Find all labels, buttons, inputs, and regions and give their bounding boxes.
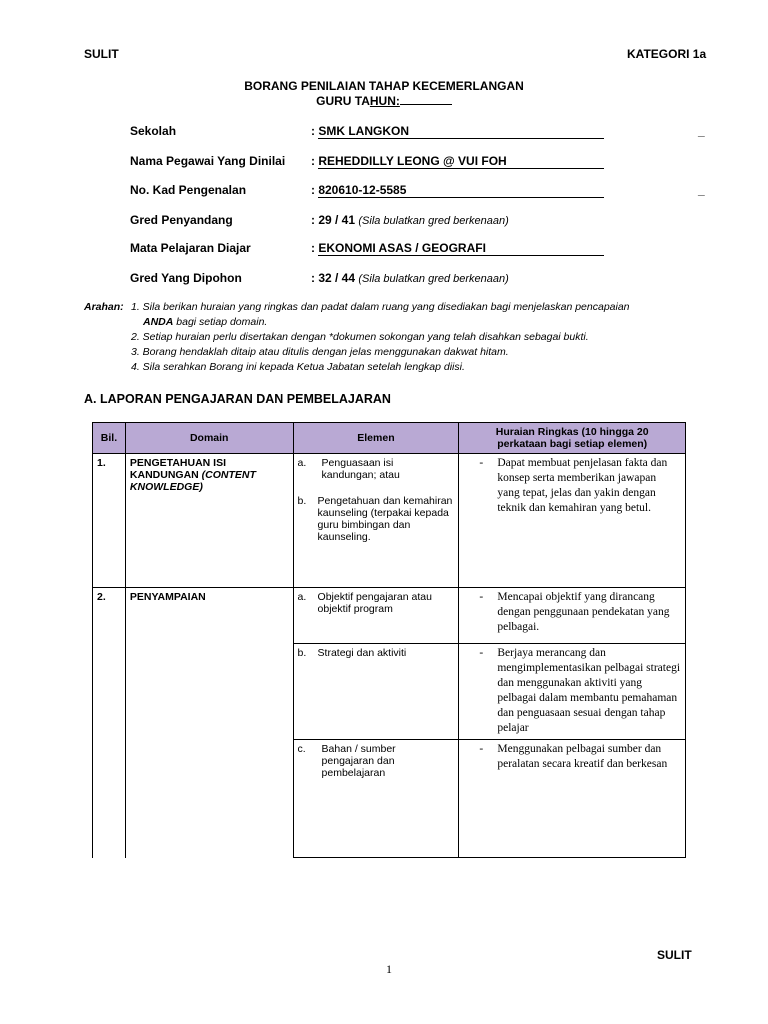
header-sulit: SULIT — [84, 47, 119, 61]
section-title: A. LAPORAN PENGAJARAN DAN PEMBELAJARAN — [84, 392, 391, 406]
arahan-line-2: 2. Setiap huraian perlu disertakan dengan *dokumen sokongan yang telah disahkan sebagai bukti. — [131, 331, 589, 343]
field-value-gred-dipohon[interactable] — [311, 271, 509, 285]
field-label-mata-pelajaran: Mata Pelajaran Diajar — [130, 241, 251, 255]
year-blank[interactable] — [400, 93, 452, 105]
field-label-gred-penyandang: Gred Penyandang — [130, 213, 233, 227]
field-underline-mata-pelajaran — [318, 255, 604, 256]
row2-elemen-c — [293, 740, 459, 858]
row1-elemen-b — [298, 495, 455, 543]
row2c-huraian-cell[interactable] — [459, 740, 686, 858]
arahan-line-3: 3. Borang hendaklah ditaip atau ditulis dengan jelas menggunakan dakwat hitam. — [131, 346, 509, 358]
gred-dipohon-note: (Sila bulatkan gred berkenaan) — [358, 273, 509, 285]
row2-bil: 2. — [93, 588, 126, 858]
header-kategori: KATEGORI 1a — [627, 47, 707, 61]
row1-domain-italic: (CONTENT KNOWLEDGE) — [129, 469, 256, 493]
table-row — [93, 588, 686, 644]
field-value-mata-pelajaran[interactable]: : EKONOMI ASAS / GEOGRAFI — [311, 241, 486, 255]
row1-huraian — [459, 456, 681, 516]
row1-dash: - — [479, 457, 484, 469]
field-label-sekolah: Sekolah — [130, 124, 177, 138]
row2c-huraian-text: Menggunakan pelbagai sumber dan peralatan secara kreatif dan berkesan — [497, 743, 668, 770]
field-label-nama: Nama Pegawai Yang Dinilai — [130, 154, 286, 168]
arahan-line-1: 1. Sila berikan huraian yang ringkas dan padat dalam ruang yang disediakan bagi menjelaskan pencapaian — [131, 301, 630, 313]
arahan-line-1b — [143, 315, 267, 330]
row2b-dash: - — [479, 647, 484, 659]
row2c-huraian — [459, 742, 681, 772]
row2a-huraian-cell[interactable] — [459, 588, 686, 644]
field-value-gred-penyandang[interactable] — [311, 213, 509, 227]
form-title-year-prefix: GURU TA — [316, 94, 370, 108]
row2-domain: PENYAMPAIAN — [125, 588, 293, 858]
row2-elemen-c-item — [298, 743, 455, 779]
header-huraian: Huraian Ringkas (10 hingga 20 perkataan bagi setiap elemen) — [459, 423, 686, 454]
header-domain: Domain — [125, 423, 293, 454]
field-underline-sekolah — [318, 138, 604, 139]
row2-elemen-b — [293, 644, 459, 740]
row1-bil: 1. — [93, 454, 126, 588]
row1-huraian-cell[interactable] — [459, 454, 686, 588]
row2-elemen-b-text: Strategi dan aktiviti — [317, 647, 407, 659]
header-elemen: Elemen — [293, 423, 459, 454]
field-value-sekolah[interactable]: : SMK LANGKON — [311, 124, 409, 138]
row1-domain — [125, 454, 293, 588]
field-trail-sekolah: _ — [698, 124, 705, 138]
header-bil: Bil. — [93, 423, 126, 454]
row1-elemen-a-key: a. — [297, 457, 307, 469]
table-row — [93, 454, 686, 588]
field-value-kad[interactable]: : 820610-12-5585 — [311, 183, 407, 197]
row2-elemen-b-item — [298, 647, 455, 659]
table-header-row — [93, 423, 686, 454]
field-trail-kad: _ — [698, 183, 705, 197]
field-underline-kad — [318, 197, 604, 198]
row2b-huraian-text: Berjaya merancang dan mengimplementasikan pelbagai strategi dan menggunakan aktiviti yang pelbagai dalam membantu pemahaman dan penguasaan sesuai dengan tahap pelajar — [497, 647, 681, 734]
row2b-huraian — [459, 646, 681, 736]
row1-elemen — [293, 454, 459, 588]
row1-domain-bold: PENGETAHUAN ISI KANDUNGAN — [129, 457, 226, 481]
field-label-gred-dipohon: Gred Yang Dipohon — [130, 271, 242, 285]
row1-elemen-b-text: Pengetahuan dan kemahiran kaunseling (terpakai kepada guru bimbingan dan kaunseling. — [317, 495, 453, 543]
row2-elemen-c-text: Bahan / sumber pengajaran dan pembelajaran — [321, 743, 396, 779]
row2-elemen-a-item — [298, 591, 455, 615]
gred-penyandang-note: (Sila bulatkan gred berkenaan) — [358, 215, 509, 227]
arahan-line-4: 4. Sila serahkan Borang ini kepada Ketua Jabatan setelah lengkap diisi. — [131, 361, 465, 373]
row1-elemen-b-key: b. — [297, 495, 307, 507]
form-title-year-suffix: HUN: — [369, 94, 400, 108]
field-label-kad: No. Kad Pengenalan — [130, 183, 247, 197]
field-underline-nama — [318, 168, 604, 169]
assessment-table — [92, 422, 686, 858]
row2a-dash: - — [479, 591, 484, 603]
row2a-huraian — [459, 590, 681, 635]
row2-elemen-b-key: b. — [297, 647, 307, 659]
row1-elemen-a — [298, 457, 455, 481]
gred-penyandang-value: : 29 / 41 — [311, 213, 356, 227]
row1-huraian-text: Dapat membuat penjelasan fakta dan konsep serta memberikan jawapan yang tepat, jelas dan yakin dengan teknik dan kemahiran yang betul. — [497, 457, 668, 514]
row2b-huraian-cell[interactable] — [459, 644, 686, 740]
row1-elemen-a-text: Penguasaan isi kandungan; atau — [321, 457, 400, 481]
arahan-line-1b-rest: bagi setiap domain. — [173, 316, 268, 328]
form-title-year — [0, 93, 768, 108]
row2-elemen-a — [293, 588, 459, 644]
row2a-huraian-text: Mencapai objektif yang dirancang dengan penggunaan pendekatan yang pelbagai. — [497, 591, 670, 633]
arahan-anda: ANDA — [143, 316, 174, 328]
row2c-dash: - — [479, 743, 484, 755]
gred-dipohon-value: : 32 / 44 — [311, 271, 356, 285]
page-number: 1 — [386, 962, 392, 976]
row2-elemen-a-text: Objektif pengajaran atau objektif program — [317, 591, 432, 615]
footer-sulit: SULIT — [657, 948, 692, 962]
form-title: BORANG PENILAIAN TAHAP KECEMERLANGAN — [244, 79, 524, 93]
arahan-label: Arahan: — [84, 301, 124, 313]
row2-elemen-a-key: a. — [297, 591, 307, 603]
field-value-nama[interactable]: : REHEDDILLY LEONG @ VUI FOH — [311, 154, 507, 168]
row2-elemen-c-key: c. — [297, 743, 306, 755]
